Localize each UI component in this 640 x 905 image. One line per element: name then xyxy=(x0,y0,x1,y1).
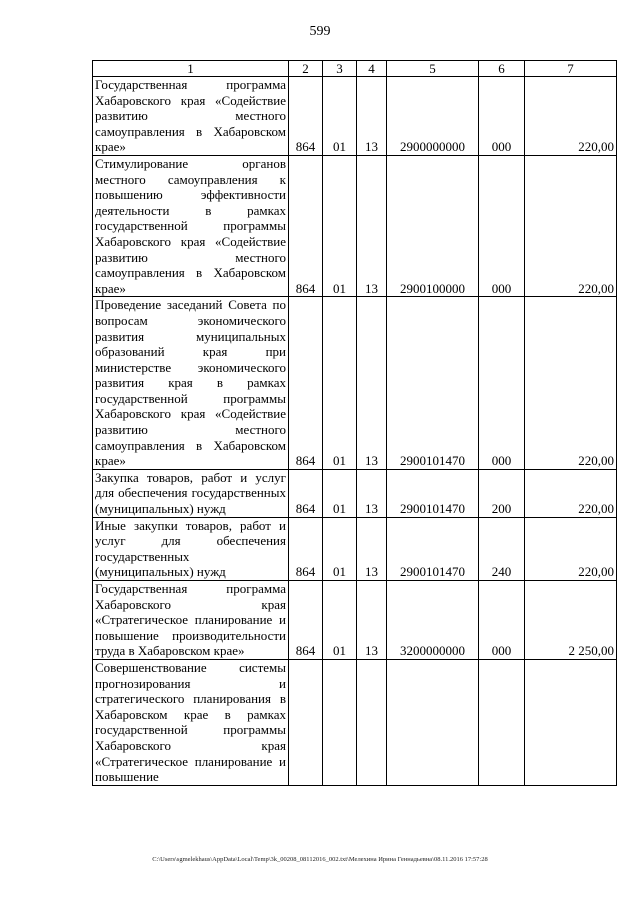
row-subsection: 13 xyxy=(357,297,387,470)
row-section: 01 xyxy=(323,297,357,470)
column-header: 5 xyxy=(387,61,479,77)
row-code: 864 xyxy=(289,517,323,580)
row-type: 000 xyxy=(479,77,525,156)
row-subsection: 13 xyxy=(357,155,387,296)
row-type: 000 xyxy=(479,155,525,296)
row-name: Государственная программа Хабаровского края «Стратегическое планирование и повышение производительности труда в Хабаровском крае» xyxy=(93,581,289,660)
row-amount: 220,00 xyxy=(525,77,617,156)
row-target: 2900101470 xyxy=(387,469,479,517)
row-code xyxy=(289,659,323,785)
table-row xyxy=(93,77,617,156)
column-header: 2 xyxy=(289,61,323,77)
column-header: 6 xyxy=(479,61,525,77)
row-amount: 220,00 xyxy=(525,155,617,296)
row-section: 01 xyxy=(323,517,357,580)
table-row xyxy=(93,517,617,580)
row-subsection: 13 xyxy=(357,469,387,517)
row-section xyxy=(323,659,357,785)
row-type: 200 xyxy=(479,469,525,517)
row-target: 3200000000 xyxy=(387,581,479,660)
row-subsection xyxy=(357,659,387,785)
row-type: 000 xyxy=(479,581,525,660)
row-subsection: 13 xyxy=(357,77,387,156)
row-target xyxy=(387,659,479,785)
row-section: 01 xyxy=(323,469,357,517)
file-path-footer: C:\Users\sgmelekhaus\AppData\Local\Temp\3k_00208_08112016_002.txt\Мелехина Ирина Геннадьевна\08.11.2016 17:57:28 xyxy=(152,856,488,863)
row-section: 01 xyxy=(323,155,357,296)
row-target: 2900101470 xyxy=(387,517,479,580)
row-code: 864 xyxy=(289,581,323,660)
budget-table xyxy=(92,60,617,786)
row-name: Стимулирование органов местного самоуправления к повышению эффективности деятельности в рамках государственной программы Хабаровского края «Содействие развитию местного самоуправления в Хабаровском крае» xyxy=(93,155,289,296)
table-row xyxy=(93,297,617,470)
table-header-row xyxy=(93,61,617,77)
row-name: Государственная программа Хабаровского края «Содействие развитию местного самоуправления в Хабаровском крае» xyxy=(93,77,289,156)
table-row xyxy=(93,581,617,660)
table-row xyxy=(93,659,617,785)
table-row xyxy=(93,469,617,517)
column-header: 3 xyxy=(323,61,357,77)
row-subsection: 13 xyxy=(357,517,387,580)
row-code: 864 xyxy=(289,77,323,156)
row-amount: 2 250,00 xyxy=(525,581,617,660)
row-type: 240 xyxy=(479,517,525,580)
row-section: 01 xyxy=(323,77,357,156)
column-header: 4 xyxy=(357,61,387,77)
row-target: 2900000000 xyxy=(387,77,479,156)
row-type: 000 xyxy=(479,297,525,470)
row-name: Проведение заседаний Совета по вопросам экономического развития муниципальных образований края при министерстве экономического развития края в рамках государственной программы Хабаровского края «Содействие развитию местного самоуправления в Хабаровском крае» xyxy=(93,297,289,470)
row-section: 01 xyxy=(323,581,357,660)
row-name: Иные закупки товаров, работ и услуг для обеспечения государственных (муниципальных) нужд xyxy=(93,517,289,580)
row-code: 864 xyxy=(289,297,323,470)
column-header: 7 xyxy=(525,61,617,77)
row-subsection: 13 xyxy=(357,581,387,660)
table-row xyxy=(93,155,617,296)
row-name: Закупка товаров, работ и услуг для обеспечения государственных (муниципальных) нужд xyxy=(93,469,289,517)
row-target: 2900100000 xyxy=(387,155,479,296)
row-amount xyxy=(525,659,617,785)
row-amount: 220,00 xyxy=(525,297,617,470)
row-name: Совершенствование системы прогнозирования и стратегического планирования в Хабаровском крае в рамках государственной программы Хабаровского края «Стратегическое планирование и повышение xyxy=(93,659,289,785)
row-amount: 220,00 xyxy=(525,517,617,580)
row-target: 2900101470 xyxy=(387,297,479,470)
row-code: 864 xyxy=(289,469,323,517)
row-amount: 220,00 xyxy=(525,469,617,517)
page-number: 599 xyxy=(309,24,331,39)
column-header: 1 xyxy=(93,61,289,77)
row-type xyxy=(479,659,525,785)
row-code: 864 xyxy=(289,155,323,296)
